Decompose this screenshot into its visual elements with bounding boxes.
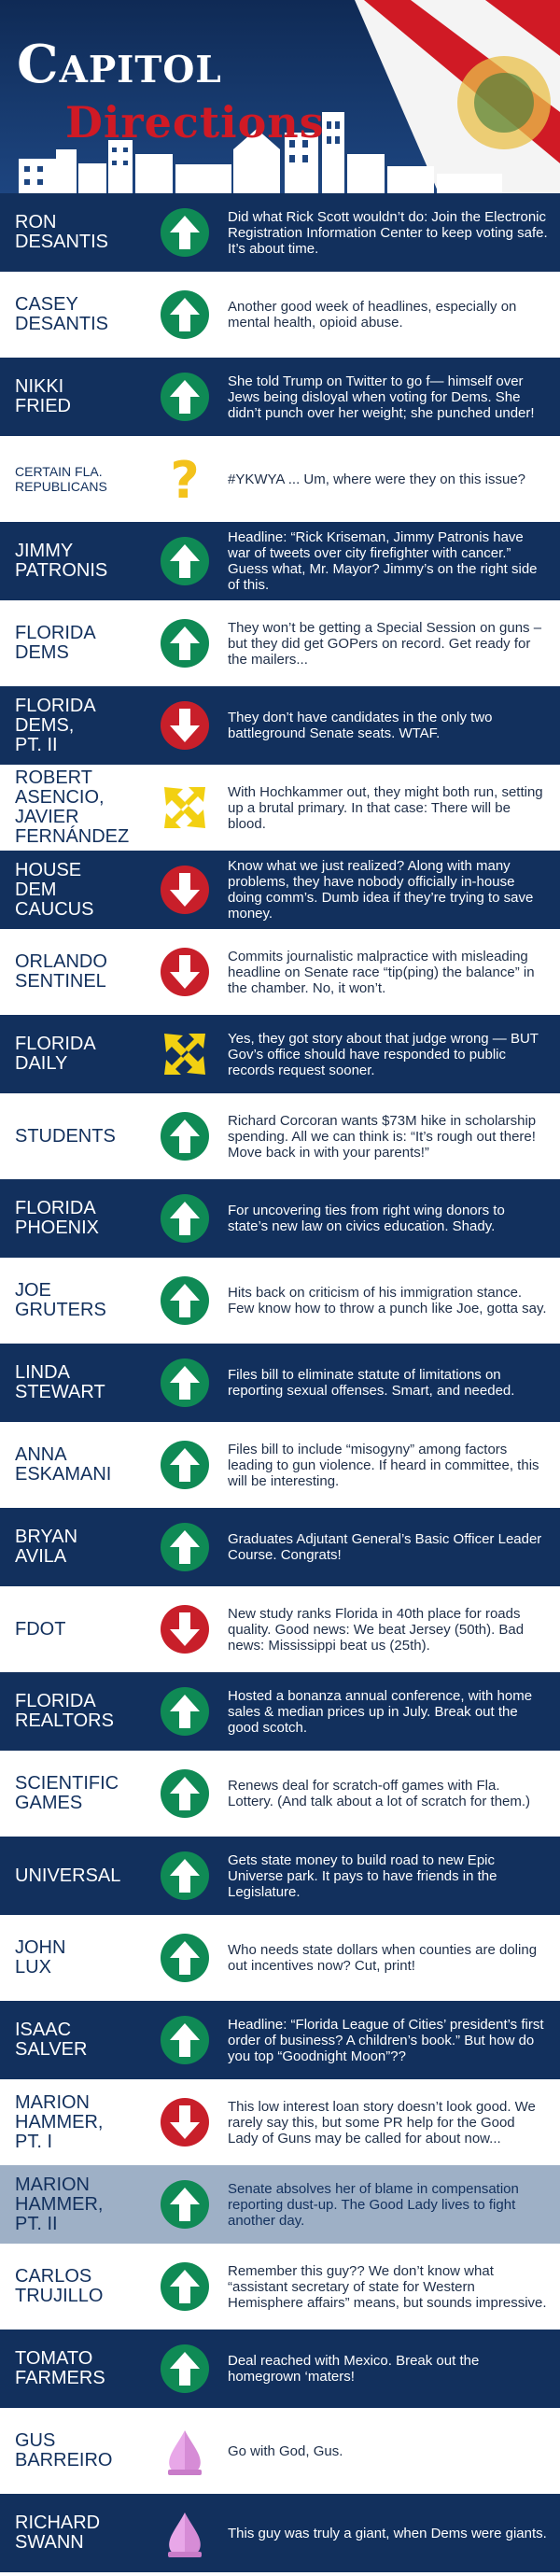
direction-row xyxy=(0,1590,560,1672)
up-arrow-icon xyxy=(157,1273,213,1329)
row-text: With Hochkammer out, they might both run, setting up a brutal primary. In that case: There will be blood. xyxy=(228,783,543,832)
sideways-arrow-icon xyxy=(157,1026,213,1082)
header-title-bottom: Directions xyxy=(65,97,325,148)
direction-row xyxy=(0,2247,560,2330)
direction-row xyxy=(0,1919,560,2001)
up-arrow-icon xyxy=(157,1930,213,1986)
row-name: FLORIDA DEMS, PT. II xyxy=(15,695,96,755)
row-text: Files bill to eliminate statute of limitations on reporting sexual offenses. Smart, and needed. xyxy=(228,1367,515,1399)
row-text: They won’t be getting a Special Session on guns – but they did get GOPers on record. Get ready for the mailers... xyxy=(228,619,542,668)
row-text: Commits journalistic malpractice with misleading headline on Senate race “tip(ping) the balance” in the chamber. No, it won’t. xyxy=(228,948,535,996)
up-arrow-icon xyxy=(157,2012,213,2068)
row-name: ISAAC SALVER xyxy=(15,2020,88,2060)
up-arrow-icon xyxy=(157,204,213,260)
row-name: HOUSE DEM CAUCUS xyxy=(15,859,94,920)
direction-row xyxy=(0,1672,560,1754)
row-name: ANNA ESKAMANI xyxy=(15,1444,112,1485)
up-arrow-icon xyxy=(157,2176,213,2232)
row-name: UNIVERSAL xyxy=(15,1865,121,1886)
row-name: JOHN LUX xyxy=(15,1937,66,1978)
direction-row xyxy=(0,1261,560,1344)
direction-row xyxy=(0,1344,560,1426)
up-arrow-icon xyxy=(157,1683,213,1739)
down-arrow-icon xyxy=(157,944,213,1000)
row-name: GUS BARREIRO xyxy=(15,2430,113,2470)
direction-row xyxy=(0,2494,560,2576)
header-title-top: Capitol xyxy=(17,34,222,95)
row-text: Know what we just realized? Along with many problems, they have nobody officially in-house doing comm’s. Dumb idea if they’re trying to save money. xyxy=(228,858,534,922)
direction-row xyxy=(0,358,560,440)
row-text: Did what Rick Scott wouldn’t do: Join the Electronic Registration Information Center to keep voting safe. It’s about time. xyxy=(228,208,548,257)
direction-row xyxy=(0,1015,560,1097)
direction-row xyxy=(0,2330,560,2412)
down-arrow-icon xyxy=(157,2094,213,2150)
up-arrow-icon xyxy=(157,1108,213,1164)
row-text: Who needs state dollars when counties are doling out incentives now? Cut, print! xyxy=(228,1942,538,1974)
row-text: Richard Corcoran wants $73M hike in scholarship spending. All we can think is: “It’s rough out there! Move back in with your parents!” xyxy=(228,1112,537,1161)
direction-row xyxy=(0,1508,560,1590)
direction-row xyxy=(0,2412,560,2494)
up-arrow-icon xyxy=(157,533,213,589)
row-text: Headline: “Florida League of Cities’ president’s first order of business? A children’s book.” But how do you top “Goodnight Moon”?? xyxy=(228,2016,544,2064)
row-text: New study ranks Florida in 40th place for roads quality. Good news: We beat Jersey (50th). Bad news: Mississippi beat us (25th). xyxy=(228,1605,525,1654)
row-text: Senate absolves her of blame in compensation reporting dust-up. The Good Lady lives to fight another day. xyxy=(228,2180,519,2229)
down-arrow-icon xyxy=(157,1601,213,1657)
direction-row xyxy=(0,275,560,358)
row-text: Yes, they got story about that judge wrong — BUT Gov’s office should have responded to public records request sooner. xyxy=(228,1030,539,1078)
row-name: ORLANDO SENTINEL xyxy=(15,951,107,992)
header-banner xyxy=(0,0,560,193)
praying-hands-icon xyxy=(157,2505,213,2561)
row-text: Hits back on criticism of his immigration stance. Few know how to throw a punch like Joe, gotta say. xyxy=(228,1285,547,1316)
row-text: She told Trump on Twitter to go f— himself over Jews being disloyal when voting for Dems. She didn’t punch over her weight; she punched under! xyxy=(228,373,535,421)
row-text: Deal reached with Mexico. Break out the homegrown ‘maters! xyxy=(228,2353,480,2385)
up-arrow-icon xyxy=(157,1355,213,1411)
row-name: BRYAN AVILA xyxy=(15,1527,78,1567)
row-name: ROBERT ASENCIO, JAVIER FERNÁNDEZ xyxy=(15,767,130,847)
sideways-arrow-icon xyxy=(157,780,213,836)
row-name: FLORIDA REALTORS xyxy=(15,1691,114,1731)
row-name: FLORIDA DEMS xyxy=(15,623,96,663)
row-name: CERTAIN FLA. REPUBLICANS xyxy=(15,464,107,494)
row-text: Renews deal for scratch-off games with Fla. Lottery. (And talk about a lot of scratch for them.) xyxy=(228,1778,531,1809)
direction-row xyxy=(0,2165,560,2247)
up-arrow-icon xyxy=(157,2341,213,2397)
direction-row xyxy=(0,1179,560,1261)
row-text: Another good week of headlines, especially on mental health, opioid abuse. xyxy=(228,299,517,331)
up-arrow-icon xyxy=(157,287,213,343)
row-name: LINDA STEWART xyxy=(15,1362,105,1402)
direction-row xyxy=(0,1754,560,1837)
row-text: This low interest loan story doesn’t look good. We rarely say this, but some PR help for the Good Lady of Guns may be called for about now... xyxy=(228,2098,536,2147)
up-arrow-icon xyxy=(157,2259,213,2315)
down-arrow-icon xyxy=(157,862,213,918)
up-arrow-icon xyxy=(157,1437,213,1493)
row-name: MARION HAMMER, PT. II xyxy=(15,2174,104,2234)
row-name: STUDENTS xyxy=(15,1125,116,1147)
down-arrow-icon xyxy=(157,697,213,753)
row-text: Gets state money to build road to new Epic Universe park. It pays to have friends in the Legislature. xyxy=(228,1851,497,1900)
direction-row xyxy=(0,2083,560,2165)
row-name: FDOT xyxy=(15,1618,66,1640)
direction-row xyxy=(0,193,560,275)
row-text: They don’t have candidates in the only two battleground Senate seats. WTAF. xyxy=(228,710,493,741)
up-arrow-icon xyxy=(157,1848,213,1904)
row-name: TOMATO FARMERS xyxy=(15,2348,105,2388)
direction-row xyxy=(0,933,560,1015)
praying-hands-icon xyxy=(157,2423,213,2479)
row-text: Files bill to include “misogyny” among factors leading to gun violence. If heard in committee, this will be interesting. xyxy=(228,1441,539,1489)
direction-row xyxy=(0,686,560,768)
up-arrow-icon xyxy=(157,1190,213,1246)
row-name: JOE GRUTERS xyxy=(15,1280,106,1320)
direction-row xyxy=(0,522,560,604)
direction-row xyxy=(0,1837,560,1919)
up-arrow-icon xyxy=(157,1766,213,1822)
row-name: CARLOS TRUJILLO xyxy=(15,2266,104,2306)
direction-row xyxy=(0,1097,560,1179)
up-arrow-icon xyxy=(157,1519,213,1575)
row-text: Remember this guy?? We don’t know what “assistant secretary of state for Western Hemisphere affairs” means, but sounds impressive. xyxy=(228,2262,547,2311)
svg-text:?: ? xyxy=(170,453,200,505)
question-icon xyxy=(157,451,213,507)
row-text: Hosted a bonanza annual conference, with home sales & median prices up in July. Break out the good scotch. xyxy=(228,1687,533,1736)
direction-row xyxy=(0,768,560,851)
row-name: RON DESANTIS xyxy=(15,212,109,252)
row-name: RICHARD SWANN xyxy=(15,2513,101,2553)
row-text: This guy was truly a giant, when Dems were giants. xyxy=(228,2525,547,2541)
row-text: Go with God, Gus. xyxy=(228,2442,343,2459)
up-arrow-icon xyxy=(157,615,213,671)
row-name: FLORIDA PHOENIX xyxy=(15,1198,100,1238)
row-text: #YKWYA ... Um, where were they on this issue? xyxy=(228,471,526,487)
row-name: JIMMY PATRONIS xyxy=(15,541,108,581)
row-name: NIKKI FRIED xyxy=(15,376,71,416)
row-text: Headline: “Rick Kriseman, Jimmy Patronis have war of tweets over city firefighter with cancer.” Guess what, Mr. Mayor? Jimmy’s on the right side of this. xyxy=(228,529,538,593)
row-name: SCIENTIFIC GAMES xyxy=(15,1773,119,1813)
direction-row xyxy=(0,1426,560,1508)
row-name: CASEY DESANTIS xyxy=(15,294,109,334)
row-name: MARION HAMMER, PT. I xyxy=(15,2091,104,2152)
direction-row xyxy=(0,440,560,522)
row-text: Graduates Adjutant General’s Basic Officer Leader Course. Congrats! xyxy=(228,1531,542,1563)
direction-row xyxy=(0,851,560,933)
row-text: For uncovering ties from right wing donors to state’s new law on civics education. Shady. xyxy=(228,1203,505,1234)
direction-row xyxy=(0,2001,560,2083)
up-arrow-icon xyxy=(157,369,213,425)
direction-row xyxy=(0,604,560,686)
row-name: FLORIDA DAILY xyxy=(15,1034,96,1074)
directions-list xyxy=(0,193,560,2576)
